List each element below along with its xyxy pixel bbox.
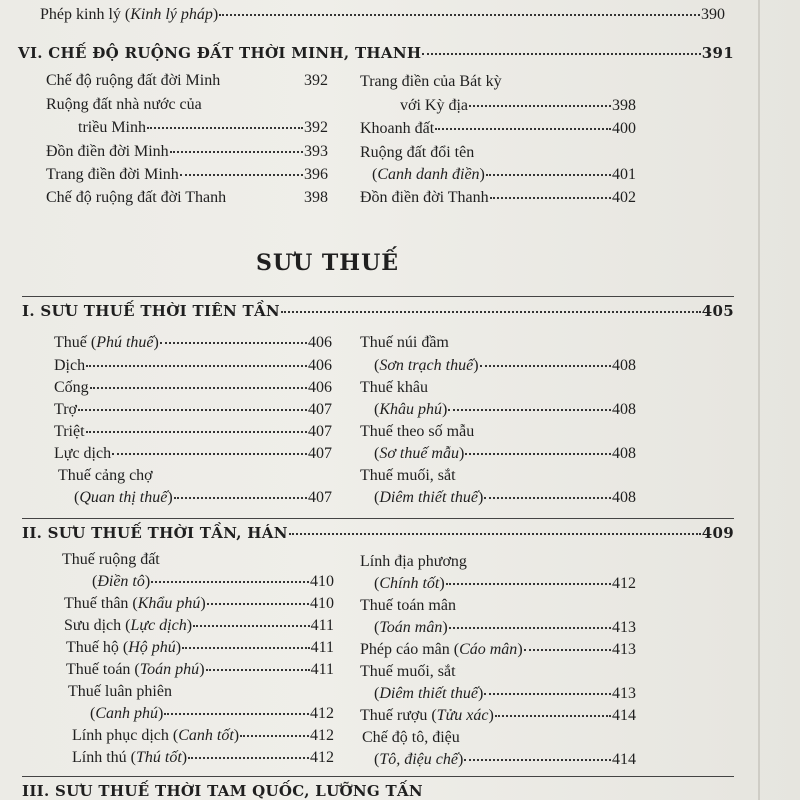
toc-entry: (Chính tốt) 412 [374,575,636,592]
toc-entry: Trang điền của Bát kỳ [360,73,502,90]
section-heading-i: I. SƯU THUẾ THỜI TIÊN TẦN 405 [22,302,734,320]
toc-entry: (Quan thị thuế) 407 [74,489,332,506]
toc-entry: (Diêm thiết thuế) 408 [374,489,636,506]
toc-entry: Sưu dịch (Lực dịch) 411 [64,617,334,634]
toc-entry: (Điền tô) 410 [92,573,334,590]
toc-entry: Thuế theo số mẫu [360,423,475,440]
toc-entry: Thuế rượu (Tửu xác) 414 [360,707,636,724]
toc-entry: Chế độ ruộng đất đời Minh 392 [46,72,328,89]
toc-entry: Phép kinh lý (Kinh lý pháp) 390 [40,6,725,23]
toc-entry: (Canh phú) 412 [90,705,334,722]
toc-entry: Triệt 407 [54,423,332,440]
divider [22,296,734,297]
toc-entry: (Toán mân) 413 [374,619,636,636]
toc-entry: triều Minh 392 [78,119,328,136]
toc-entry: Lính thú (Thú tốt) 412 [72,749,334,766]
section-heading-vi: VI. CHẾ ĐỘ RUỘNG ĐẤT THỜI MINH, THANH 391 [18,44,734,62]
page-edge [758,0,760,800]
toc-entry: (Khâu phú) 408 [374,401,636,418]
toc-entry: Cống 406 [54,379,332,396]
toc-entry: Thuế (Phú thuế) 406 [54,334,332,351]
toc-entry: Lính phục dịch (Canh tốt) 412 [72,727,334,744]
toc-entry: Thuế ruộng đất [62,551,160,568]
toc-entry: Chế độ ruộng đất đời Thanh 398 [46,189,328,206]
toc-entry: Thuế thân (Khẩu phú) 410 [64,595,334,612]
part-title: SƯU THUẾ [256,250,400,276]
toc-entry: Thuế hộ (Hộ phú) 411 [66,639,334,656]
toc-entry: Thuế luân phiên [68,683,172,700]
divider [22,776,734,777]
toc-entry: Thuế khâu [360,379,428,396]
toc-entry: (Sơ thuế mẫu) 408 [374,445,636,462]
toc-entry: Lực dịch 407 [54,445,332,462]
toc-entry: Trợ 407 [54,401,332,418]
toc-entry: với Kỳ địa 398 [400,97,636,114]
divider [22,518,734,519]
toc-entry: Thuế muối, sắt [360,467,456,484]
toc-entry: (Sơn trạch thuế) 408 [374,357,636,374]
toc-entry: Ruộng đất nhà nước của [46,96,202,113]
section-heading-ii: II. SƯU THUẾ THỜI TẦN, HÁN 409 [22,524,734,542]
toc-entry: Trang điền đời Minh 396 [46,166,328,183]
toc-entry: Đồn điền đời Thanh 402 [360,189,636,206]
toc-entry: Thuế toán mân [360,597,456,614]
toc-entry: Ruộng đất đổi tên [360,144,475,161]
toc-entry: Lính địa phương [360,553,467,570]
toc-entry: Phép cáo mân (Cáo mân) 413 [360,641,636,658]
section-heading-iii: III. SƯU THUẾ THỜI TAM QUỐC, LƯỠNG TẤN [22,782,423,800]
toc-entry: Thuế núi đầm [360,334,449,351]
toc-entry: (Tô, điệu chế) 414 [374,751,636,768]
toc-entry: Thuế cảng chợ [58,467,153,484]
toc-entry: Thuế toán (Toán phú) 411 [66,661,334,678]
toc-entry: (Canh danh điền) 401 [372,166,636,183]
toc-entry: Dịch 406 [54,357,332,374]
toc-entry: Đồn điền đời Minh 393 [46,143,328,160]
toc-entry: (Diêm thiết thuế) 413 [374,685,636,702]
toc-entry: Chế độ tô, điệu [362,729,460,746]
toc-entry: Khoanh đất 400 [360,120,636,137]
toc-entry: Thuế muối, sắt [360,663,456,680]
